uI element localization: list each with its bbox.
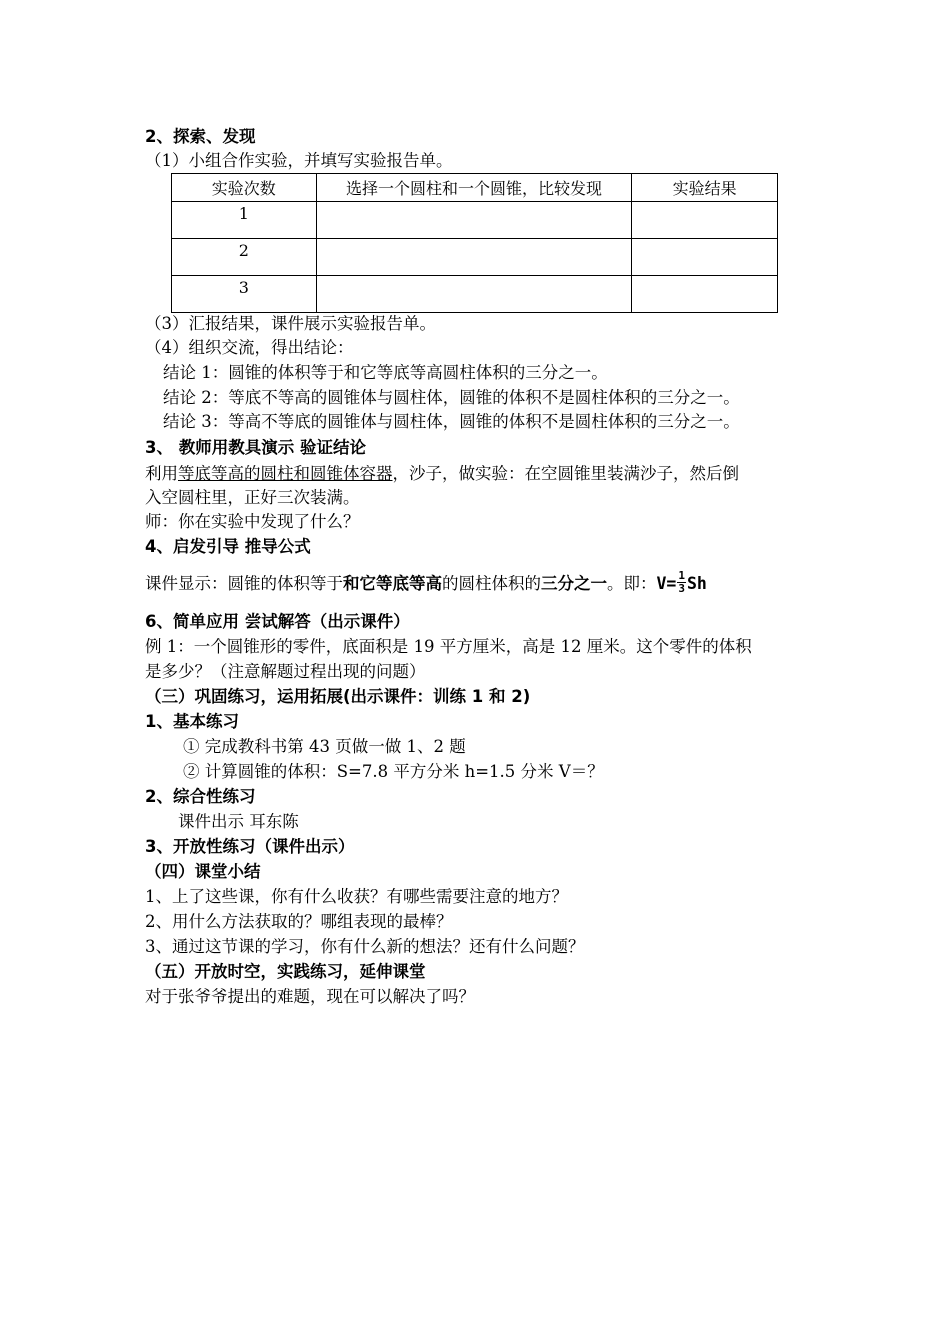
table-header-cell: 选择一个圆柱和一个圆锥，比较发现 [316,174,632,202]
table-cell [632,202,778,239]
one-third-fraction: $\frac{1}{3}$ [678,569,685,595]
volume-formula: V= $\frac{1}{3}$ Sh [656,569,707,595]
table-cell [316,276,632,313]
table-cell [316,202,632,239]
demo-text-line-1: 利用等底等高的圆柱和圆锥体容器，沙子，做实验：在空圆锥里装满沙子，然后倒 [145,464,739,483]
table-cell: 2 [172,239,317,276]
section-heading-apply: 6、简单应用 尝试解答（出示课件） [145,612,410,631]
basic-practice-item-1: ① 完成教科书第 43 页做一做 1、2 题 [183,737,466,756]
step-1-text: （1）小组合作实验，并填写实验报告单。 [145,151,453,170]
example-1-line-1: 例 1：一个圆锥形的零件，底面积是 19 平方厘米，高是 12 厘米。这个零件的体积 [145,637,752,656]
section-heading-summary: （四）课堂小结 [145,862,261,881]
table-cell [632,276,778,313]
section-heading-demo: 3、 教师用教具演示 验证结论 [145,438,366,457]
table-cell [632,239,778,276]
table-row [172,202,778,239]
basic-practice-heading: 1、基本练习 [145,712,239,731]
step-4-text: （4）组织交流，得出结论： [145,338,354,357]
section-heading-extend: （五）开放时空，实践练习，延伸课堂 [145,962,426,981]
summary-item-3: 3、通过这节课的学习，你有什么新的想法？还有什么问题？ [145,937,585,956]
extend-question: 对于张爷爷提出的难题，现在可以解决了吗？ [145,987,475,1006]
conclusion-1: 结论 1：圆锥的体积等于和它等底等高圆柱体积的三分之一。 [163,363,608,382]
conclusion-3: 结论 3：等高不等底的圆锥体与圆柱体，圆锥的体积不是圆柱体积的三分之一。 [163,412,740,431]
open-practice-heading: 3、开放性练习（课件出示） [145,837,355,856]
table-row [172,276,778,313]
step-3-text: （3）汇报结果，课件展示实验报告单。 [145,314,436,333]
table-cell: 3 [172,276,317,313]
table-header-cell: 实验结果 [632,174,778,202]
table-header-cell: 实验次数 [172,174,317,202]
section-heading-practice: （三）巩固练习，运用拓展(出示课件：训练 1 和 2) [145,687,531,706]
table-header-row [172,174,778,202]
comprehensive-practice-heading: 2、综合性练习 [145,787,256,806]
table-row [172,239,778,276]
formula-line: 课件显示：圆锥的体积等于和它等底等高的圆柱体积的三分之一。即：V= $\frac{1}{3}$ Sh [145,569,707,595]
summary-item-1: 1、上了这些课，你有什么收获？有哪些需要注意的地方？ [145,887,568,906]
experiment-report-table [171,173,778,313]
example-1-line-2: 是多少？（注意解题过程出现的问题） [145,662,426,681]
summary-item-2: 2、用什么方法获取的？哪组表现的最棒？ [145,912,453,931]
section-heading-explore: 2、探索、发现 [145,127,256,146]
section-heading-derive: 4、启发引导 推导公式 [145,537,311,556]
underlined-phrase: 等底等高的圆柱和圆锥体容器 [178,464,393,483]
teacher-question: 师：你在实验中发现了什么？ [145,512,360,531]
conclusion-2: 结论 2：等底不等高的圆锥体与圆柱体，圆锥的体积不是圆柱体积的三分之一。 [163,388,740,407]
demo-text-line-2: 入空圆柱里，正好三次装满。 [145,488,360,507]
basic-practice-item-2: ② 计算圆锥的体积：S=7.8 平方分米 h=1.5 分米 V＝？ [183,762,604,781]
comprehensive-practice-item: 课件出示 耳东陈 [178,812,299,831]
table-cell: 1 [172,202,317,239]
table-cell [316,239,632,276]
